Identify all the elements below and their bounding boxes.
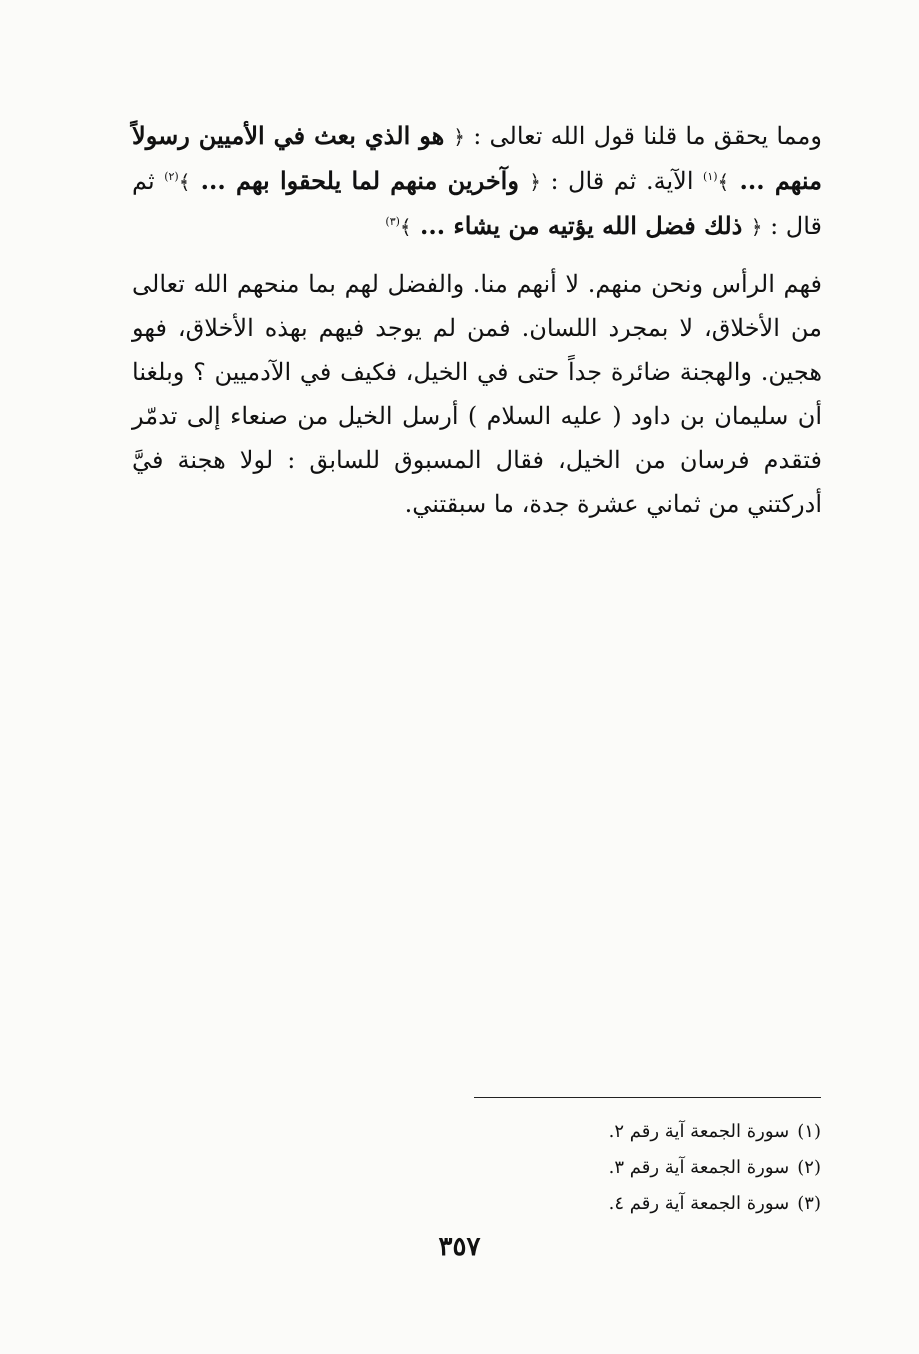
footnote-ref: (٢) (164, 170, 179, 183)
footnote-number: (٢) (797, 1157, 821, 1178)
verse-text: ذلك فضل الله يؤتيه من يشاء ... (419, 211, 743, 240)
footnote-item (474, 1150, 821, 1186)
footnotes (474, 1114, 821, 1222)
ornate-bracket-open-icon: ﴿ (453, 125, 465, 149)
ornate-bracket-open-icon: ﴿ (529, 170, 541, 194)
footnote-text: سورة الجمعة آية رقم ٣. (608, 1157, 790, 1178)
footnote-text: سورة الجمعة آية رقم ٢. (608, 1121, 790, 1142)
footnote-ref: (٣) (385, 215, 400, 228)
paragraph-body: فهم الرأس ونحن منهم. لا أنهم منا. والفضل لهم بما منحهم الله تعالى من الأخلاق، لا بمجرد اللسان. فمن لم يوجد فيهم بهذه الأخلاق، فهو هجين. والهجنة ضائرة جداً حتى في الخيل، فكيف في الآدميين ؟ وبلغنا أن سليمان بن داود ( عليه السلام ) أرسل الخيل من صنعاء إلى تدمّر فتقدم فرسان من الخيل، فقال المسبوق للسابق : لولا هجنة فيَّ أدركتني من ثماني عشرة جدة، ما سبقتني. (132, 270, 823, 518)
footnote-item (474, 1186, 821, 1222)
connector-text: الآية. ثم قال : (550, 167, 694, 195)
quran-verse-3 (400, 211, 763, 240)
ornate-bracket-close-icon: ﴾ (178, 170, 191, 194)
footnote-ref: (١) (703, 170, 718, 183)
connector-text: ثم قال : (132, 167, 822, 240)
page-number: ٣٥٧ (438, 1232, 481, 1262)
verse-text: هو الذي بعث في الأميين رسولاً منهم ... (132, 121, 822, 195)
footnote-divider (474, 1097, 821, 1098)
footnote-item (474, 1114, 821, 1150)
intro-text: ومما يحقق ما قلنا قول الله تعالى : (473, 122, 822, 150)
verse-text: وآخرين منهم لما يلحقوا بهم ... (200, 166, 519, 195)
paragraph-quran-citations (132, 114, 822, 249)
ornate-bracket-close-icon: ﴾ (399, 215, 412, 239)
footnote-number: (١) (797, 1121, 821, 1142)
ornate-bracket-open-icon: ﴿ (750, 215, 763, 239)
quran-verse-2 (179, 166, 541, 195)
ornate-bracket-close-icon: ﴾ (717, 170, 730, 194)
footnote-text: سورة الجمعة آية رقم ٤. (608, 1193, 790, 1214)
footnote-number: (٣) (797, 1193, 821, 1214)
